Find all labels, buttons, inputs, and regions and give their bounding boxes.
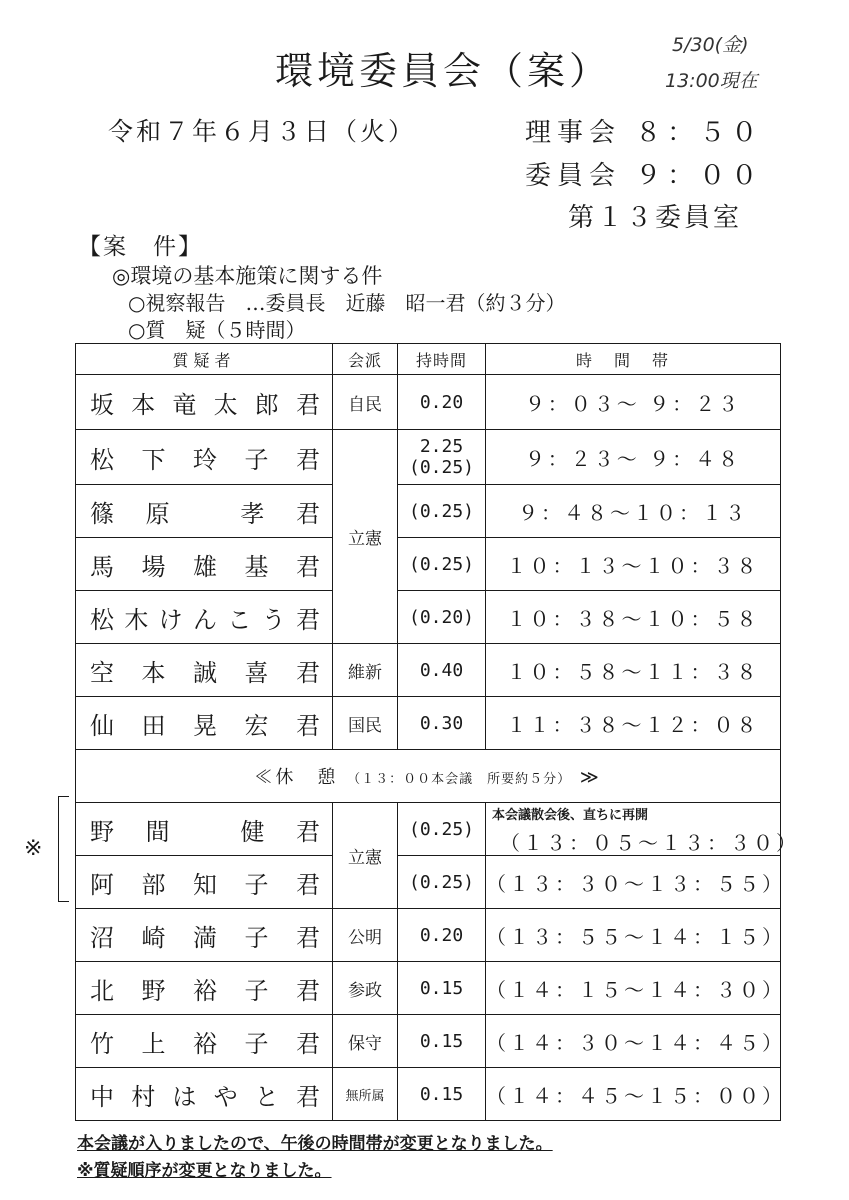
questioner-name: 馬場雄基君 — [76, 538, 333, 591]
table-row — [76, 591, 781, 644]
allotted-time: 0.20 — [398, 909, 486, 962]
recess-row — [76, 750, 781, 803]
header-party: 会派 — [333, 344, 398, 375]
time-slot: ９：０３～ ９：２３ — [486, 375, 781, 430]
questioner-name: 坂本竜太郎君 — [76, 375, 333, 430]
allotted-time: 0.15 — [398, 1015, 486, 1068]
allotted-time: (0.20) — [398, 591, 486, 644]
meeting-room: 第１３委員室 — [568, 203, 743, 233]
agenda-subitem-questions: ○質 疑（５時間） — [128, 318, 306, 342]
questioning-schedule-table — [75, 343, 799, 1121]
questioner-name: 松木けんこう君 — [76, 591, 333, 644]
time-slot: （１４：１５～１４：３０） — [486, 962, 781, 1015]
time-slot: １１：３８～１２：０８ — [486, 697, 781, 750]
schedule-label: 委員会 — [525, 161, 622, 191]
order-change-bracket — [58, 796, 69, 902]
table-header-row — [76, 344, 781, 375]
allotted-time: 0.40 — [398, 644, 486, 697]
time-slot: （１４：３０～１４：４５） — [486, 1015, 781, 1068]
order-change-mark: ※ — [24, 836, 43, 861]
table-row — [76, 644, 781, 697]
time-slot: （１３：０５～１３：３０） — [500, 831, 799, 855]
schedule-committee — [525, 155, 763, 192]
table-row — [76, 538, 781, 591]
resume-note: 本会議散会後、直ちに再開 — [492, 808, 649, 823]
party-name: 維新 — [333, 644, 398, 697]
party-name: 公明 — [333, 909, 398, 962]
footnote-order-change: ※質疑順序が変更となりました。 — [77, 1161, 332, 1181]
meeting-date: 令和７年６月３日（火） — [108, 117, 417, 146]
time-slot: １０：１３～１０：３８ — [486, 538, 781, 591]
agenda-subitem-report: ○視察報告 …委員長 近藤 昭一君（約３分） — [128, 291, 566, 315]
party-name: 立憲 — [333, 803, 398, 909]
questioner-name: 中村はやと君 — [76, 1068, 333, 1121]
recess-end: ≫ — [579, 767, 602, 788]
time-slot: （１３：５５～１４：１５） — [486, 909, 781, 962]
allotted-time: 0.20 — [398, 375, 486, 430]
allotted-time: 0.15 — [398, 1068, 486, 1121]
table-row — [76, 856, 781, 909]
party-name: 参政 — [333, 962, 398, 1015]
party-name: 立憲 — [333, 430, 398, 644]
schedule-board — [525, 112, 763, 149]
questioner-name: 篠原 孝君 — [76, 485, 333, 538]
agenda-heading: 【案 件】 — [78, 234, 203, 260]
questioner-name: 松下玲子君 — [76, 430, 333, 485]
table-row — [76, 375, 781, 430]
table-row — [76, 430, 781, 485]
header-allotted: 持時間 — [398, 344, 486, 375]
header-questioner: 質疑者 — [76, 344, 333, 375]
footnote-time-change: 本会議が入りましたので、午後の時間帯が変更となりました。 — [77, 1134, 553, 1154]
allotted-time-cell — [398, 430, 486, 485]
allotted-time: (0.25) — [398, 538, 486, 591]
table-row — [76, 1068, 781, 1121]
party-name: 無所属 — [333, 1068, 398, 1121]
allotted-time: (0.25) — [398, 485, 486, 538]
table-row — [76, 485, 781, 538]
table-row — [76, 697, 781, 750]
table-row — [76, 909, 781, 962]
agenda-item: ◎環境の基本施策に関する件 — [112, 264, 383, 288]
allotted-time: 0.15 — [398, 962, 486, 1015]
table-row — [76, 962, 781, 1015]
party-name: 自民 — [333, 375, 398, 430]
recess-detail: （１３：００本会議 所要約５分） — [347, 772, 572, 787]
schedule-time: ８：５０ — [635, 118, 764, 148]
questioner-name: 仙田晃宏君 — [76, 697, 333, 750]
handwritten-date-note: 5/30(金) — [672, 34, 749, 56]
questioner-name: 北野裕子君 — [76, 962, 333, 1015]
schedule-label: 理事会 — [525, 118, 622, 148]
party-name: 国民 — [333, 697, 398, 750]
table-row — [76, 1015, 781, 1068]
allotted-time: (0.25) — [398, 803, 486, 856]
time-slot: （１４：４５～１５：００） — [486, 1068, 781, 1121]
table-row — [76, 803, 781, 856]
handwritten-time-note: 13:00現在 — [665, 70, 758, 92]
questioner-name: 沼崎満子君 — [76, 909, 333, 962]
allotted-time: 0.30 — [398, 697, 486, 750]
recess-label: ≪休 憩 — [254, 767, 339, 788]
time-slot-cell — [486, 803, 799, 856]
questioner-name: 阿部知子君 — [76, 856, 333, 909]
time-slot: １０：３８～１０：５８ — [486, 591, 781, 644]
schedule-time: ９：００ — [635, 161, 764, 191]
document-title: 環境委員会（案） — [275, 49, 612, 93]
time-slot: ９：４８～１０：１３ — [486, 485, 781, 538]
time-slot: （１３：３０～１３：５５） — [486, 856, 781, 909]
header-time-slot: 時間帯 — [486, 344, 781, 375]
time-slot: １０：５８～１１：３８ — [486, 644, 781, 697]
time-slot: ９：２３～ ９：４８ — [486, 430, 781, 485]
questioner-name: 野間 健君 — [76, 803, 333, 856]
questioner-name: 竹上裕子君 — [76, 1015, 333, 1068]
questioner-name: 空本誠喜君 — [76, 644, 333, 697]
allotted-time: (0.25) — [398, 856, 486, 909]
allotted-time-sub: (0.25) — [408, 457, 475, 478]
allotted-time: 2.25 — [419, 436, 464, 457]
party-name: 保守 — [333, 1015, 398, 1068]
recess-notice — [76, 750, 781, 803]
